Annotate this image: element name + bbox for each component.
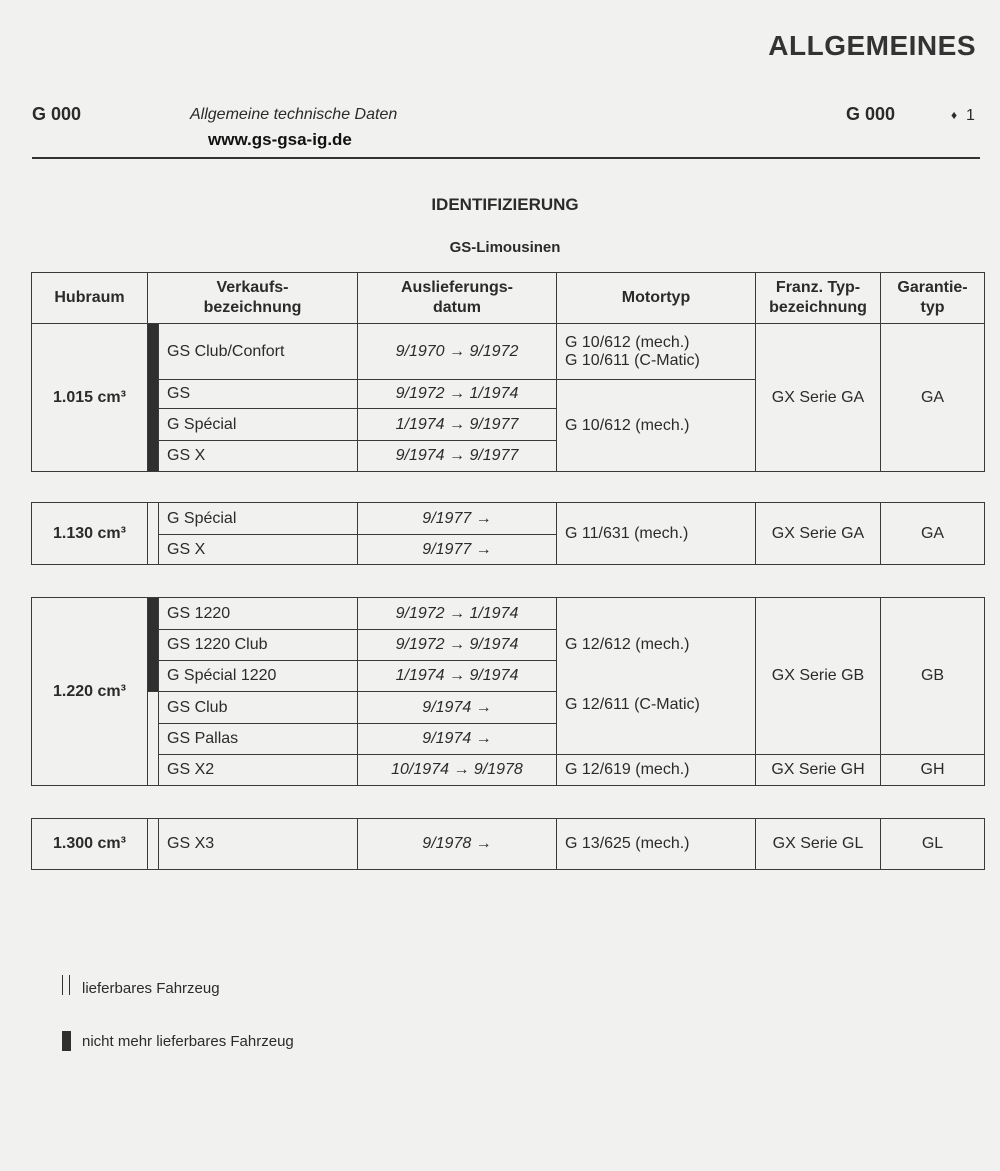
legend-discontinued-icon (62, 1031, 71, 1051)
col-header-motortyp: Motortyp (557, 273, 756, 324)
type-designation: GX Serie GH (756, 755, 881, 786)
engine-type: G 10/612 (mech.) G 10/611 (C-Matic) (557, 324, 756, 380)
model-name: GS 1220 (159, 598, 358, 630)
hubraum-cell: 1.300 cm³ (32, 819, 148, 870)
table-row (32, 503, 985, 535)
col-header-auslieferungsdatum: Auslieferungs- datum (358, 273, 557, 324)
hubraum-cell: 1.130 cm³ (32, 503, 148, 565)
legend-discontinued-label: nicht mehr lieferbares Fahrzeug (82, 1033, 294, 1050)
status-bar-discontinued (148, 598, 159, 692)
delivery-date: 9/1972 → 1/1974 (358, 598, 557, 630)
delivery-date: 9/1970 → 9/1972 (358, 324, 557, 380)
status-bar-available (148, 503, 159, 565)
section-code-left: G 000 (32, 104, 82, 124)
type-designation: GX Serie GA (756, 324, 881, 472)
diamond-icon: ♦ (951, 108, 958, 122)
model-name: GS X3 (159, 819, 358, 870)
delivery-date: 10/1974 → 9/1978 (358, 755, 557, 786)
model-name: GS Club/Confort (159, 324, 358, 380)
type-designation: GX Serie GA (756, 503, 881, 565)
type-designation: GX Serie GL (756, 819, 881, 870)
hubraum-cell: 1.015 cm³ (32, 324, 148, 472)
model-name: G Spécial (159, 409, 358, 441)
delivery-date: 9/1977 → (358, 535, 557, 565)
col-header-garantietyp: Garantie- typ (881, 273, 985, 324)
model-name: GS X (159, 441, 358, 472)
table-row (32, 598, 985, 630)
warranty-type: GL (881, 819, 985, 870)
legend-available-icon (62, 975, 70, 995)
section-heading: IDENTIFIZIERUNG (431, 195, 579, 214)
delivery-date: 9/1978 → (358, 819, 557, 870)
page-number: 1 (966, 107, 975, 124)
model-name: GS Pallas (159, 724, 358, 755)
col-header-verkaufsbezeichnung: Verkaufs- bezeichnung (148, 273, 358, 324)
table-1130 (31, 502, 985, 565)
table-1220 (31, 597, 985, 786)
status-bar-available (148, 819, 159, 870)
hubraum-cell: 1.220 cm³ (32, 598, 148, 786)
table-row (32, 819, 985, 870)
section-subheading: GS-Limousinen (449, 239, 561, 256)
status-bar-available (148, 692, 159, 786)
delivery-date: 9/1974 → (358, 692, 557, 724)
model-name: GS 1220 Club (159, 630, 358, 661)
section-code-right: G 000 (846, 104, 896, 124)
type-designation: GX Serie GB (756, 598, 881, 755)
warranty-type: GA (881, 503, 985, 565)
table-1015 (31, 272, 985, 472)
header-divider (32, 157, 980, 159)
delivery-date: 9/1972 → 9/1974 (358, 630, 557, 661)
table-1300 (31, 818, 985, 870)
engine-type: G 13/625 (mech.) (557, 819, 756, 870)
warranty-type: GA (881, 324, 985, 472)
delivery-date: 9/1972 → 1/1974 (358, 380, 557, 409)
col-header-typbezeichnung: Franz. Typ- bezeichnung (756, 273, 881, 324)
page-subtitle: Allgemeine technische Daten (190, 106, 398, 123)
website-url[interactable]: www.gs-gsa-ig.de (208, 130, 352, 149)
delivery-date: 9/1974 → (358, 724, 557, 755)
table-row (32, 755, 985, 786)
warranty-type: GH (881, 755, 985, 786)
warranty-type: GB (881, 598, 985, 755)
col-header-hubraum: Hubraum (32, 273, 148, 324)
engine-type: G 12/619 (mech.) (557, 755, 756, 786)
table-header-row (32, 273, 985, 324)
engine-type: G 12/612 (mech.) (557, 598, 756, 692)
model-name: GS (159, 380, 358, 409)
model-name: G Spécial 1220 (159, 661, 358, 692)
model-name: GS X2 (159, 755, 358, 786)
engine-type: G 12/611 (C-Matic) (557, 692, 756, 755)
legend-available-label: lieferbares Fahrzeug (82, 980, 220, 997)
model-name: GS X (159, 535, 358, 565)
model-name: G Spécial (159, 503, 358, 535)
engine-type: G 11/631 (mech.) (557, 503, 756, 565)
table-row (32, 324, 985, 380)
delivery-date: 9/1974 → 9/1977 (358, 441, 557, 472)
page-title: ALLGEMEINES (768, 30, 976, 61)
engine-type: G 10/612 (mech.) (557, 380, 756, 472)
delivery-date: 1/1974 → 9/1974 (358, 661, 557, 692)
model-name: GS Club (159, 692, 358, 724)
status-bar-discontinued (148, 324, 159, 472)
delivery-date: 1/1974 → 9/1977 (358, 409, 557, 441)
delivery-date: 9/1977 → (358, 503, 557, 535)
